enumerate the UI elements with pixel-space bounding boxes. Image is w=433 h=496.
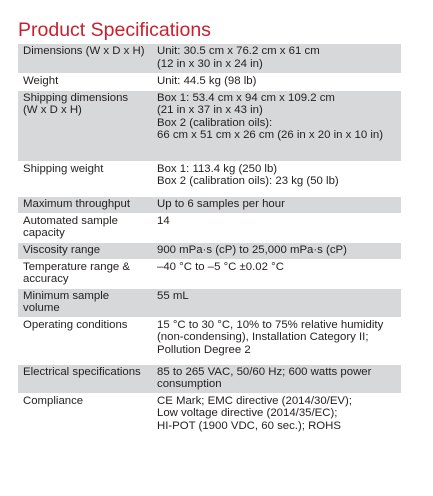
spec-label-cell [18, 364, 149, 393]
spec-label: Shipping weight [23, 162, 104, 175]
spec-value: 14 [157, 214, 170, 227]
spec-value: Box 2 (calibration oils): 23 kg (50 lb) [157, 175, 339, 188]
table-row [18, 213, 401, 242]
spec-value: consumption [157, 378, 222, 391]
spec-value: HI-POT (1900 VDC, 60 sec.); ROHS [157, 419, 341, 432]
spec-label-cell [18, 393, 149, 439]
spec-label: Compliance [23, 394, 84, 407]
spec-label-cell [18, 161, 149, 196]
spec-label: Temperature range & [23, 260, 131, 273]
spec-value-cell [149, 288, 401, 317]
spec-value: 900 mPa·s (cP) to 25,000 mPa·s (cP) [157, 243, 347, 256]
spec-value-cell [149, 393, 401, 439]
spec-label-cell [18, 288, 149, 317]
spec-label-cell [18, 44, 149, 73]
spec-label: Maximum throughput [23, 197, 130, 210]
spec-label-cell [18, 317, 149, 364]
spec-label: Automated sample [23, 214, 118, 227]
spec-value: (21 in x 37 in x 43 in) [157, 104, 263, 117]
spec-label: volume [23, 302, 60, 315]
spec-value-cell [149, 242, 401, 259]
spec-label: accuracy [23, 273, 69, 286]
table-row [18, 161, 401, 196]
spec-value: Up to 6 samples per hour [157, 197, 285, 210]
table-row [18, 73, 401, 90]
spec-value: Pollution Degree 2 [157, 343, 251, 356]
table-row [18, 364, 401, 393]
spec-label: Operating conditions [23, 318, 128, 331]
spec-value: Low voltage directive (2014/35/EC); [157, 407, 338, 420]
table-row [18, 90, 401, 161]
table-row [18, 259, 401, 288]
table-row [18, 317, 401, 364]
spec-value: (12 in x 30 in x 24 in) [157, 57, 263, 70]
spec-label-cell [18, 242, 149, 259]
table-row [18, 393, 401, 439]
spec-value: Box 2 (calibration oils): [157, 116, 273, 129]
spec-value: 85 to 265 VAC, 50/60 Hz; 600 watts power [157, 365, 372, 378]
spec-label-cell [18, 73, 149, 90]
spec-value-cell [149, 317, 401, 364]
specifications-table [18, 44, 401, 440]
spec-label: Minimum sample [23, 289, 110, 302]
spec-label-cell [18, 196, 149, 213]
table-row [18, 242, 401, 259]
spec-label: (W x D x H) [23, 104, 82, 117]
spec-value: –40 °C to –5 °C ±0.02 °C [157, 260, 284, 273]
table-row [18, 288, 401, 317]
spec-value: 15 °C to 30 °C, 10% to 75% relative humidity [157, 318, 384, 331]
spec-value: (non-condensing), Installation Category II; [157, 331, 369, 344]
spec-label-cell [18, 90, 149, 161]
spec-label: Weight [23, 74, 59, 87]
table-row [18, 196, 401, 213]
spec-label: Viscosity range [23, 243, 101, 256]
spec-value-cell [149, 213, 401, 242]
spec-value-cell [149, 364, 401, 393]
spec-value-cell [149, 196, 401, 213]
spec-value-cell [149, 161, 401, 196]
spec-value-cell [149, 259, 401, 288]
spec-label: Electrical specifications [23, 365, 141, 378]
spec-label-cell [18, 259, 149, 288]
spec-value: Box 1: 113.4 kg (250 lb) [157, 162, 278, 175]
spec-label: Shipping dimensions [23, 91, 129, 104]
spec-value: 66 cm x 51 cm x 26 cm (26 in x 20 in x 10 in) [157, 129, 384, 142]
spec-value-cell [149, 90, 401, 161]
spec-label-cell [18, 213, 149, 242]
table-row [18, 44, 401, 73]
spec-value-cell [149, 44, 401, 73]
spec-label: Dimensions (W x D x H) [23, 45, 145, 57]
spec-value: CE Mark; EMC directive (2014/30/EV); [157, 394, 352, 407]
spec-value-cell [149, 73, 401, 90]
spec-value: 55 mL [157, 289, 189, 302]
spec-label: capacity [23, 227, 65, 240]
spec-value: Unit: 44.5 kg (98 lb) [157, 74, 257, 87]
specifications-table-body [18, 44, 401, 439]
spec-value: Unit: 30.5 cm x 76.2 cm x 61 cm [157, 45, 320, 57]
page-title: Product Specifications [18, 19, 211, 41]
spec-value: Box 1: 53.4 cm x 94 cm x 109.2 cm [157, 91, 335, 104]
